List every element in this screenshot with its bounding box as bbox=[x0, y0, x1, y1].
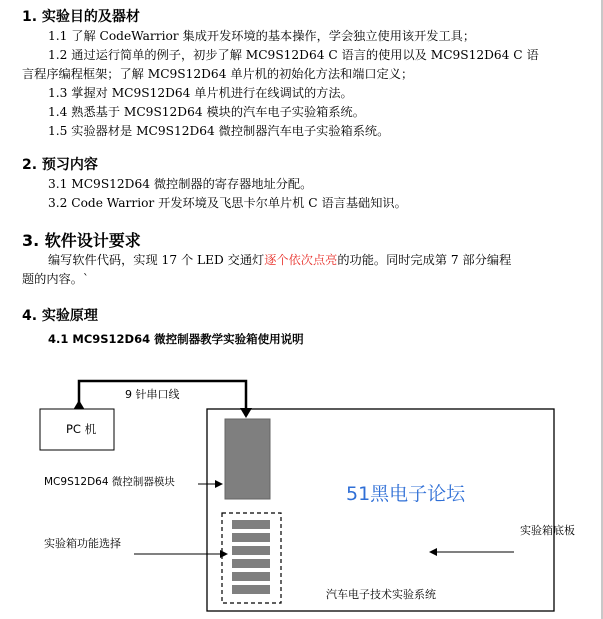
section-2-title: 2. 预习内容 bbox=[22, 157, 98, 173]
function-select-label: 实验箱功能选择 bbox=[44, 537, 121, 550]
function-switch-3 bbox=[232, 546, 270, 555]
section-2-item-3-1: 3.1 MC9S12D64 微控制器的寄存器地址分配。 bbox=[48, 177, 313, 191]
section-1-title: 1. 实验目的及器材 bbox=[22, 9, 140, 25]
function-switch-5 bbox=[232, 572, 270, 581]
function-switch-1 bbox=[232, 520, 270, 529]
mcu-module-label: MC9S12D64 微控制器模块 bbox=[44, 476, 175, 488]
serial-cable-label: 9 针串口线 bbox=[125, 388, 180, 401]
section-3-text-pre: 编写软件代码，实现 17 个 LED 交通灯 bbox=[48, 253, 265, 267]
pc-label: PC 机 bbox=[66, 422, 97, 436]
function-switch-2 bbox=[232, 533, 270, 542]
section-2-item-3-2: 3.2 Code Warrior 开发环境及飞思卡尔单片机 C 语言基础知识。 bbox=[48, 196, 407, 210]
section-1-item-1-3: 1.3 掌握对 MC9S12D64 单片机进行在线调试的方法。 bbox=[48, 86, 353, 100]
mcu-module-block bbox=[225, 419, 270, 499]
function-switch-6 bbox=[232, 585, 270, 594]
base-board-label: 实验箱底板 bbox=[520, 524, 575, 537]
section-1-item-1-2-cont: 言程序编程框架；了解 MC9S12D64 单片机的初始化方法和端口定义； bbox=[22, 67, 414, 81]
section-4-title: 4. 实验原理 bbox=[22, 308, 98, 324]
section-3-title: 3. 软件设计要求 bbox=[22, 231, 141, 250]
section-1-item-1-2: 1.2 通过运行简单的例子，初步了解 MC9S12D64 C 语言的使用以及 MC9S12D64 C 语 bbox=[48, 48, 539, 62]
section-1-item-1-4: 1.4 熟悉基于 MC9S12D64 模块的汽车电子实验箱系统。 bbox=[48, 105, 365, 119]
section-1-item-1-5: 1.5 实验器材是 MC9S12D64 微控制器汽车电子实验箱系统。 bbox=[48, 124, 390, 138]
section-3-text-highlight: 逐个依次点亮 bbox=[264, 253, 338, 267]
section-1-item-1-1: 1.1 了解 CodeWarrior 集成开发环境的基本操作，学会独立使用该开发工具； bbox=[48, 29, 476, 43]
function-switch-4 bbox=[232, 559, 270, 568]
section-4-subtitle: 4.1 MC9S12D64 微控制器教学实验箱使用说明 bbox=[48, 332, 304, 346]
section-3-paragraph-line-2: 题的内容。` bbox=[22, 272, 90, 286]
system-label: 汽车电子技术实验系统 bbox=[326, 588, 436, 601]
section-3-text-post: 的功能。同时完成第 7 部分编程 bbox=[337, 253, 512, 267]
forum-watermark: 51黑电子论坛 bbox=[346, 483, 466, 505]
